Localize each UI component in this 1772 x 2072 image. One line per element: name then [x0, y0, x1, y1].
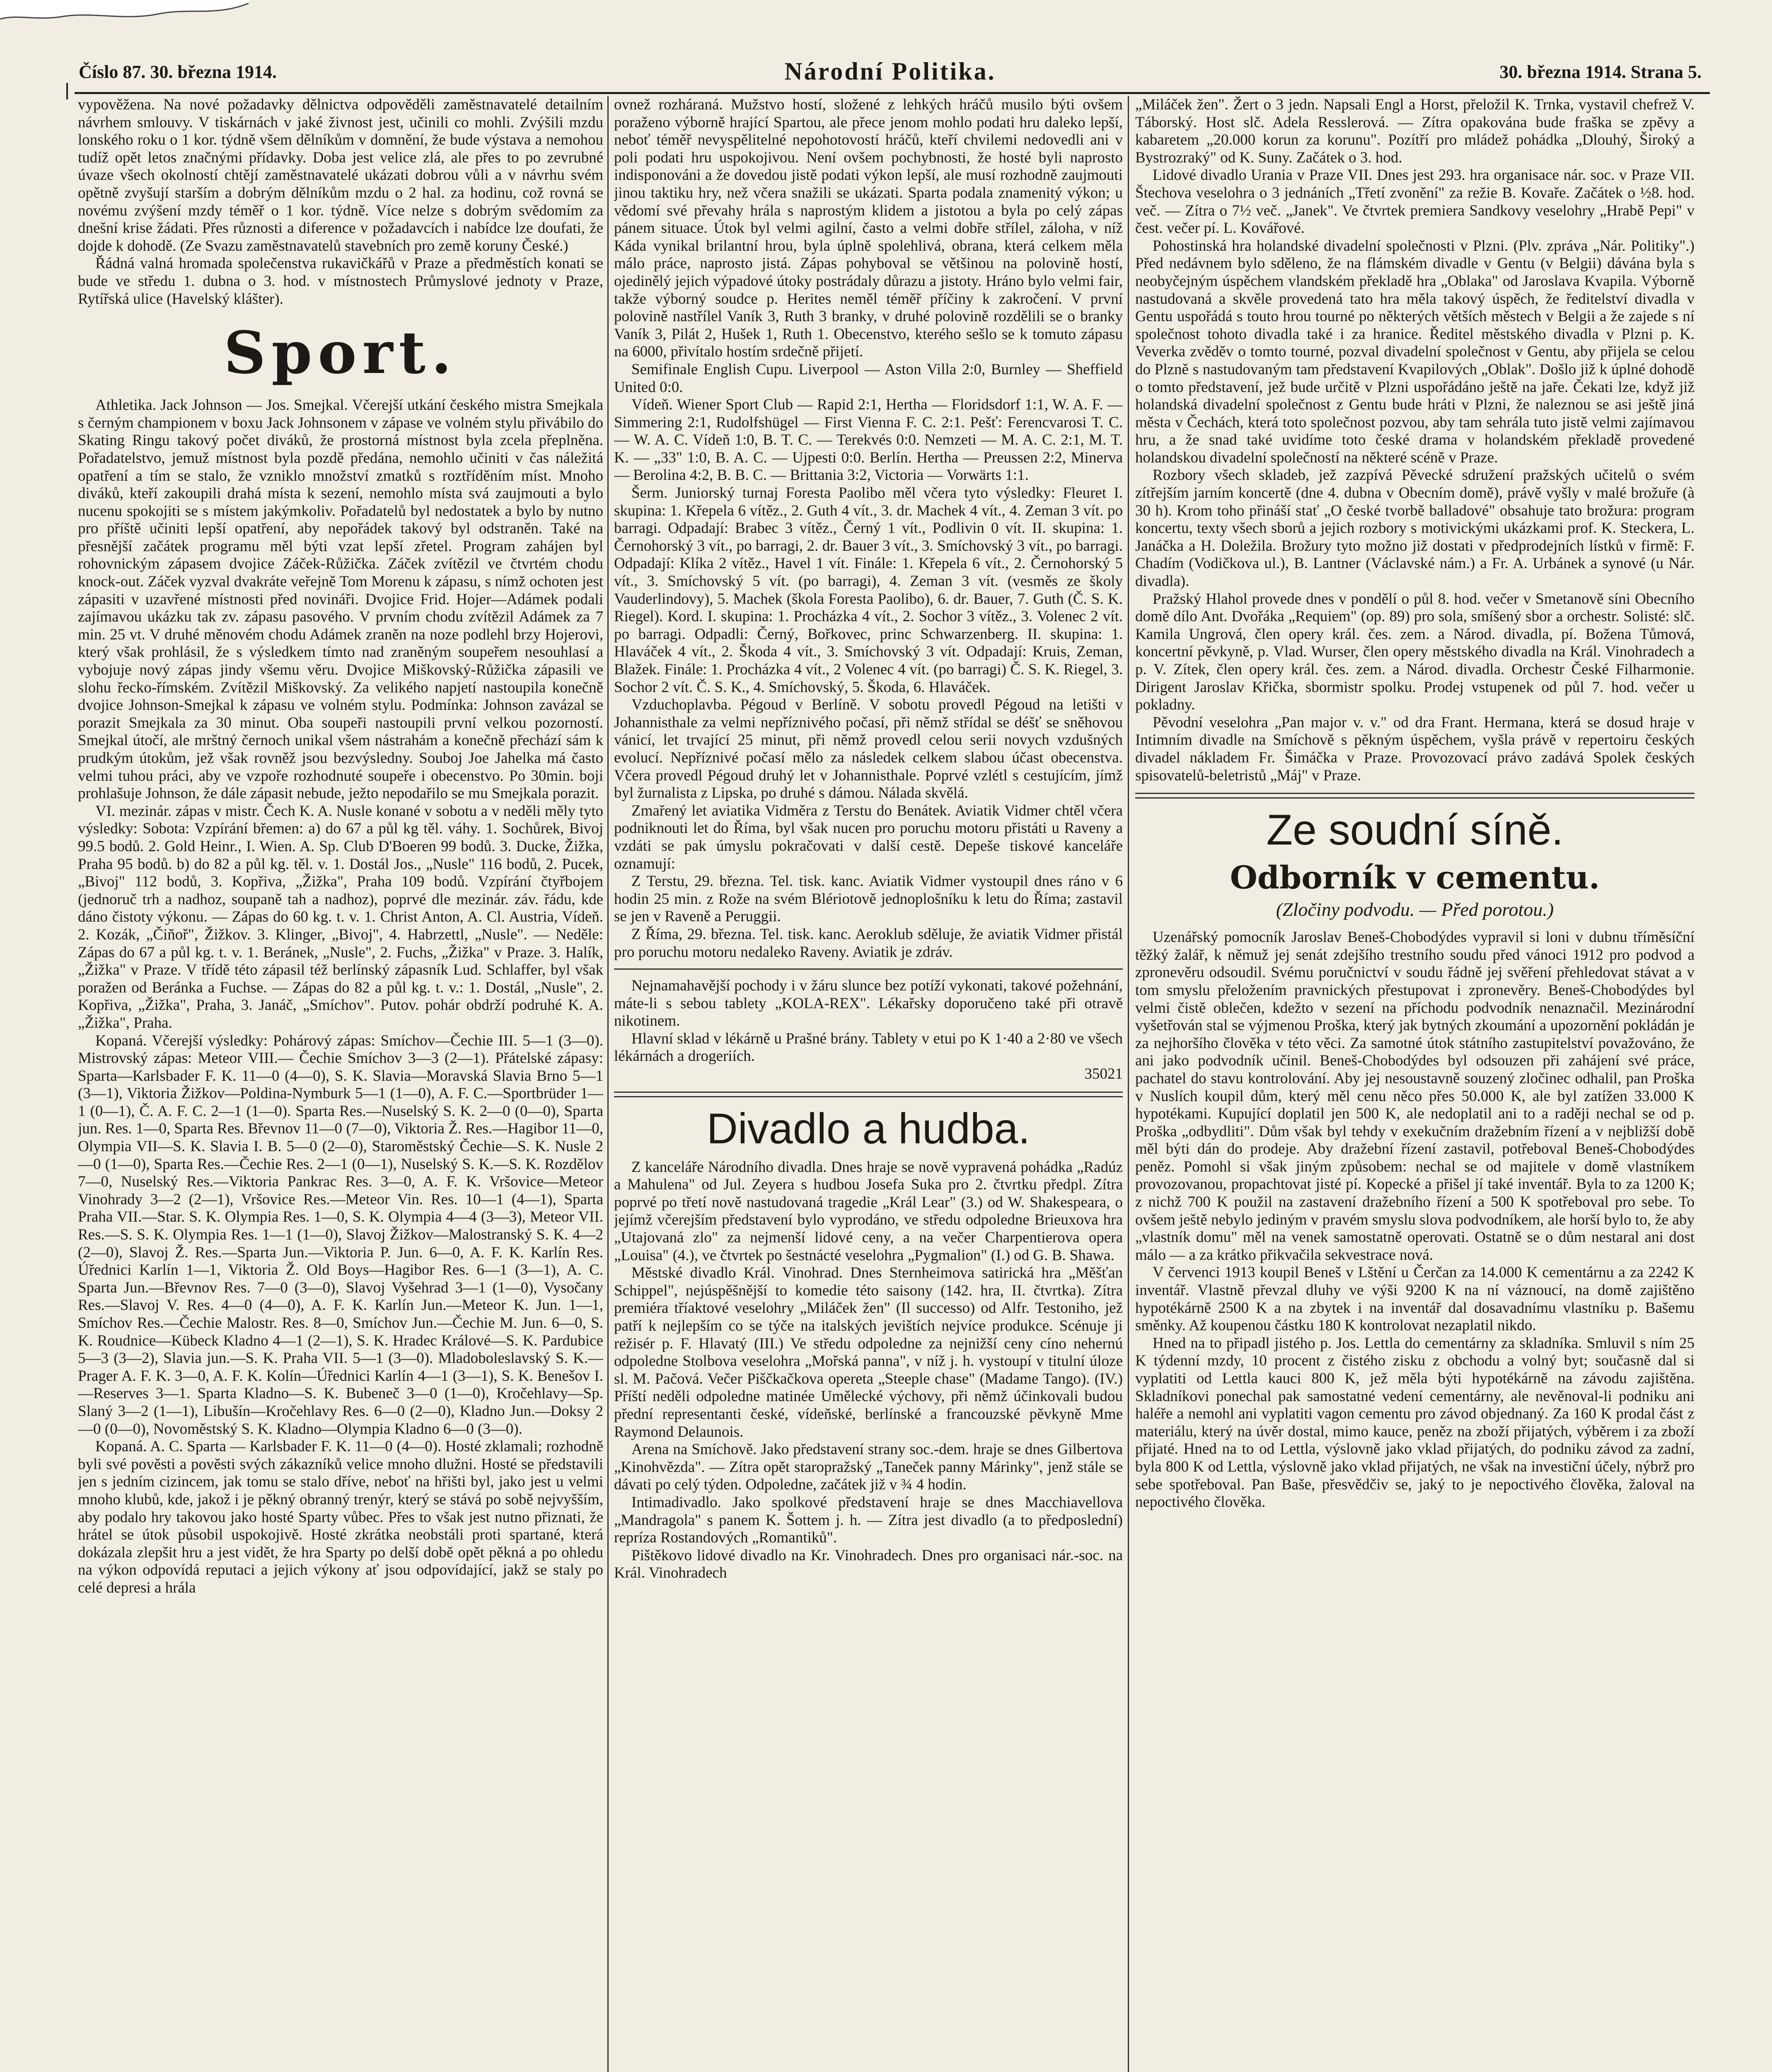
- court-section-heading: Ze soudní síně.: [1266, 806, 1564, 854]
- court-article-body-3: Hned na to připadl jistého p. Jos. Lettla do cementárny za skladníka. Smluvil s ním 25 K týdenní mzdy, 10 procent z čistého zisku z obchodu a volný byt; současně dal si vyplatiti od Lettla kauci 800 K, jež měla býti hypotékárně na závodu zajištěna. Skladníkovi ponechal pak samostatné vedení cementárny, ale nevěnoval-li podniku ani haléře a nemohl ani vyplatiti vagon cementu pro závod objednaný. Za 160 K prodal část z materiálu, který na úvěr dostal, mimo kauce, peněz na zboží přijatých, výběrem i za zboží přijaté. Hned na to od Lettla, výslovně jako vklad přijatých, do podniku závod za zadní, byla 800 K od Lettla, výslovně jako vklad přijatých, ne však na investiční účely, nýbrž pro sebe spotřeboval. Pan Baše, přesvědčiv se, jaký to je nepoctivého člověka, žaloval na nepoctivého člověka.: [1135, 1334, 1695, 1511]
- athletics-article: Athletika. Jack Johnson — Jos. Smejkal. Včerejší utkání českého mistra Smejkala s černým championem v boxu Jack Johnsonem v zápase ve volném stylu přivábilo do Skating Ringu takový počet diváků, že prostorná místnost byla zcela přeplněna. Pořadatelstvo, jemuž místnost byla pozdě předána, nemohlo učiniti v čas náležitá opatření a tím se stalo, že vzniklo množství zmatků s roztříděním míst. Mnoho diváků, kteří zakoupili drahá místa k sezení, nemohlo místa svá zaujmouti a bylo nucenu spokojiti se s místem jakýmkoliv. Pořadatelů byl nedostatek a bylo by nutno pro příště učiniti lepší opatření, aby nepořádek takový byl odstraněn. Také na přesnější začátek programu měl býti vzat lepší zřetel. Program zahájen byl rohovnickým zápasem dvojice Záček-Růžička. Záček zvítězil ve čtvrtém chodu knock-out. Záček vyzval dvakráte veřejně Tom Morenu k zápasu, s nímž ochoten jest zápasiti v uzavřené místnosti před novináři. Dvojice Frid. Hojer—Adámek podali zajímavou ukázku tak zv. zápasu pasového. V prvním chodu zvítězil Adámek za 7 min. 25 vt. V druhé měnovém chodu Adámek zraněn na noze podlehl brzy Hojerovi, který však prohlásil, že s výsledkem tímto nad zraněným soupeřem nesouhlasí a vybojuje nový zápas jindy všemu věru. Dvojice Miškovský-Růžička zápasili ve slohu řecko-římském. Zvítězil Miškovský. Za velikého napjetí nastoupila konečně dvojice Johnson-Smejkal k zápasu ve volném stylu. Podmínka: Johnson zavázal se porazit Smejkala za 30 minut. Oba soupeři nastoupili první velkou pozorností. Smejkal útočí, ale mrštný černoch unikal všem nástrahám a konečně přechází sám k prudkým útokům, jež však rovněž jsou bezvýsledny. Souboj Joe Jahelka má často velmi tuhou práci, aby ve vzpoře rozhodnuté soupeře i obecenstvo. Po 30min. boji prohlašuje Johnson, že dále zápasit nebude, ježto nepodařilo se mu Smejkala porazit.: [78, 397, 603, 802]
- aviation-pegoud: Vzduchoplavba. Pégoud v Berlíně. V sobotu provedl Pégoud na letišti v Johannisthale za velmi nepříznivého počasí, při němž střídal se déšť se sněhovou vánicí, let trvající 25 minut, při němž provedl celou serii novych vzdušných evolucí. Nepříznivé počasí mělo za následek celkem slabou účast obecenstva. Včera provedl Pégoud druhý let v Johannisthale. Poprvé vzlétl s cestujícím, jímž byl žurnalista z Lipska, po druhé s dámou. Nálada skvělá.: [614, 696, 1123, 802]
- court-article-body-2: V červenci 1913 koupil Beneš v Lštění u Čerčan za 14.000 K cementárnu a za 2242 K inventář. Vlastně převzal dluhy ve výši 9200 K na ní váznoucí, na domě zajištěno hypotékárně 2500 K a na zbytek i na inventář dal dosavadnímu vlastníku p. Bašemu směnky. Až koupenou částku 180 K kontrolovat nezaplatil nikdo.: [1135, 1264, 1695, 1334]
- national-theatre-notice: Z kanceláře Národního divadla. Dnes hraje se nově vypravená pohádka „Radúz a Mahulena" od Jul. Zeyera s hudbou Josefa Suka pro 2. čtvrtku předpl. Zítra poprvé po třetí nově nastudovaná tragedie „Král Lear" (3.) od W. Shakespeara, o jejímž včerejším představení bylo vyprodáno, ve středu odpoledne Brieuxova hra „Utajovaná zlo" za nejmenší lidové ceny, a na večer Charpentierova opera „Louisa" (4.), ve čtvrtek po šestnácté veselohra „Pygmalion" (I.) od G. B. Shawa.: [614, 1158, 1123, 1264]
- aviation-vidmer: Zmařený let aviatika Vidměra z Terstu do Benátek. Aviatik Vidmer chtěl včera podniknouti let do Říma, byl však nucen pro poruchu motoru přistáti u Raveny a vzdáti se pak úmyslu pokračovati v další cestě. Depeše tiskové kanceláře oznamují:: [614, 802, 1123, 872]
- page-number: 30. března 1914. Strana 5.: [1499, 62, 1702, 82]
- weightlifting-results: VI. mezinár. zápas v mistr. Čech K. A. Nusle konané v sobotu a v neděli měly tyto výsledky: Sobota: Vzpírání břemen: a) do 67 a půl kg těl. váhy. 1. Sochůrek, Bivoj 99.5 bodů. 2. Gold Heinr., I. Wien. A. Sp. Club D'Boeren 99 bodů. 3. Ducke, Žižka, Praha 95 bodů. b) do 82 a půl kg. těl. v. 1. Dostál Jos., „Nusle" 116 bodů, 2. Pucek, „Bivoj" 112 bodů, 3. Kopřiva, „Žižka", Praha 109 bodů. Vzpírání čtyřbojem (jednoruč trh a nadhoz, soupaně tah a nadhoz), poprvé dle mezinár. záv. řádu, kde dáno čistoty výkonu. — Zápas do 60 kg. t. v. 1. Christ Anton, A. Cl. Austria, Vídeň. 2. Kozák, „Čiňoř", Žižkov. 3. Klinger, „Bivoj", 4. Habrzettl, „Nusle". — Neděle: Zápas do 67 a půl kg. t. v. 1. Beránek, „Nusle", 2. Fuchs, „Žižka" v Praze. 3. Halík, „Žižka" v Praze. V třídě této zápasil též berlínský zápasník Lud. Schlaffer, byl však poražen od Beránka a Fuchse. — Zápas do 82 a půl kg. t. v.: 1. Dostál, „Nusle", 2. Kopřiva, „Žižka", Praha, 3. Janáč, „Smíchov". Putov. pohár obdrží podruhé K. A. „Žižka", Praha.: [78, 802, 603, 1031]
- torn-paper-edge: [0, 0, 249, 25]
- torn-edge-shape: [0, 0, 249, 25]
- court-article-title: Odborník v cementu.: [1230, 859, 1600, 896]
- match-report-continued: ovnež rozháraná. Mužstvo hostí, složené z lehkých hráčů musilo býti ovšem poraženo výborně hrající Spartou, ale přece jenom mohlo podati hru daleko lepší, neboť téměř nevyspělitelné nepohotovostí hráčů, kteří chvilemi nedovedli ani v poli podati hru uspokojivou. Není ovšem pochybnosti, že hosté byli naprosto indisponováni a že dovedou jistě podati výkon lepší, ale musí rozhodně zaujmouti jinou taktiku hry, než včera snažili se ukázati. Sparta podala znamenitý výkon; u vědomí své převahy hrála s naprostým klidem a jistotou a byla po celý zápas pánem situace. Útok byl velmi agilní, často a velmi dobře střílel, záloha, v níž Káda vynikal brilantní hrou, byla úplně spolehlivá, obrana, která celkem měla málo práce, naprosto jistá. Zápas pohyboval se většinou na polovině hostí, ojedinělý jejich výpadové útoky postrádaly důrazu a jistoty. Hráno bylo velmi fair, takže výborný soudce p. Herites neměl téměř příčiny k zakročení. V první polovině nastřílel Vaník 3, Ruth 3 branky, v druhé polovině rozdělili se o branky Vaník 3, Pilát 2, Hušek 1, Ruth 1. Obecenstvo, kterého sešlo se k tomuto zápasu na 6000, přivítalo hostím srdečně přijetí.: [614, 96, 1123, 361]
- intimate-theatre-notice: Intimadivadlo. Jako spolkové představení hraje se dnes Macchiavellova „Mandragola" s panem K. Šottem j. h. — Zítra jest divadlo (a to předposlední) repríza Rostandových „Romantiků".: [614, 1493, 1123, 1547]
- telegram-rome: Z Říma, 29. března. Tel. tisk. kanc. Aeroklub sděluje, že aviatik Vidmer přistál pro poruchu motoru nedaleko Raveny. Aviatik je zdráv.: [614, 925, 1123, 961]
- vinohrady-theatre-notice: Městské divadlo Král. Vinohrad. Dnes Sternheimova satirická hra „Měšťan Schippel", nejúspěšnější to komedie této saisony (142. hra, II. čtvrtka). Zítra premiéra tříaktové veselohry „Miláček žen" (Il successo) od Alfr. Testoniho, jež patří k nejlepším co se týče na italských jevištích nejvíce produkce. Scénuje ji režisér p. F. Hlavatý (III.) Ve středu odpoledne za nejnižší ceny cíno nehernú odpoledne Stolbova veselohra „Mořská panna", v níž j. h. vystoupí v titulní úloze sl. M. Pačová. Večer Piščkačkova opereta „Steeple chase" (Madame Tango). (IV.) Příští neděli odpoledne matinée Umělecké výchovy, při němž účinkovali budou přední representanti české, vídeňské, berlínské a francouzské pěvkyně Mme Raymond Delaunois.: [614, 1264, 1123, 1440]
- column-1: [78, 96, 603, 2072]
- masthead: [79, 57, 1702, 90]
- english-cup-results: Semifinale English Cupu. Liverpool — Aston Villa 2:0, Burnley — Sheffield United 0:0.: [614, 361, 1123, 396]
- column-divider-2: [1128, 96, 1129, 2072]
- comedy-publication-notice: Pěvodní veselohra „Pan major v. v." od dra Frant. Hermana, která se dosud hraje v Intimním divadle na Smíchově s pěkným úspěchem, vyšla právě v repertoiru českých divadel nákladem Fr. Šimáčka v Praze. Provozovací právo zadává Spolek českých spisovatelů-beletristů „Máj" v Praze.: [1135, 714, 1695, 784]
- telegram-trieste: Z Terstu, 29. března. Tel. tisk. kanc. Aviatik Vidmer vystoupil dnes ráno v 6 hodin 25 min. z Rože na svém Blériotově jednoplošníku k letu do Říma; zastavil se jen v Raveně a Peruggii.: [614, 873, 1123, 925]
- arena-smichov-notice: Arena na Smíchově. Jako představení strany soc.-dem. hraje se dnes Gilbertova „Kinohvězda". — Zítra opět staropražský „Taneček panny Márinky", jenž stále se dávati po celý týden. Odpoledne, začátek již v ¾ 4 hodin.: [614, 1441, 1123, 1493]
- fencing-results: Šerm. Juniorský turnaj Foresta Paolibo měl včera tyto výsledky: Fleuret I. skupina: 1. Křepela 6 vítěz., 2. Guth 4 vít., 3. dr. Machek 4 vít., 4. Zeman 3 vít. po barragi. Odpadají: Brabec 3 vítěz., Černý 1 vít., Podlivin 0 vít. II. skupina: 1. Černohorský 3 vít., po barragi, 2. dr. Bauer 3 vít., 3. Smíchovský 3 vít., po barragi. Odpadají: Klíka 2 vítěz., Havel 1 vít. Finále: 1. Křepela 6 vít., 2. Černohorský 5 vít., 3. Smíchovský 5 vít. (po barragi), 4. Zeman 3 vít. (vesměs ze školy Vauderlindovy), 5. Machek (škola Foresta Paolibo), 6. dr. Bauer, 7. Guth (Č. S. K. Riegel). Kord. I. skupina: 1. Procházka 4 vít., 2. Sochor 3 vítěz., 3. Volenec 2 vít. po barragi. Odpadli: Černý, Bořkovec, princ Schwarzenberg. II. skupina: 1. Hlaváček 4 vít., 2. Škoda 4 vít., 3. Smíchovský 3 vít. Odpadají: Kruis, Zeman, Blažek. Finále: 1. Procházka 4 vít., 2 Volenec 4 vít. (po barragi) Č. S. K. Riegel, 3. Sochor 2 vít. Č. S. K., 4. Smíchovský, 5. Škoda, 6. Hlaváček.: [614, 484, 1123, 696]
- kola-rex-ad: Nejnamahavější pochody i v žáru slunce bez potíží vykonati, takové požehnání, máte-li s sebou tablety „KOLA-REX". Lékařsky doporučeno také při otravě nikotinem.: [614, 977, 1123, 1030]
- court-article-subtitle: (Zločiny podvodu. — Před porotou.): [1276, 899, 1554, 920]
- column-divider-1: [607, 96, 609, 2072]
- urania-theatre-notice: Lidové divadlo Urania v Praze VII. Dnes jest 293. hra organisace nár. soc. v Praze VII. Štechova veselohra o 3 jednáních „Třetí zvonění" za režie B. Kovaře. Začátek o ½8. hod. več. — Zítra o 7½ več. „Janek". Ve čtvrtek premiera Sandkovy veselohry „Hrabě Pepi" v čest. večer pí. L. Kovářové.: [1135, 167, 1695, 237]
- choir-analyses-notice: Rozbory všech skladeb, jež zazpívá Pěvecké sdružení pražských učitelů o svém zítřejším jarním koncertě (dne 4. dubna v Obecním domě), právě vyšly v malé brožuře (à 30 h). Krom toho přináší stať „O české tvorbě balladové" obsahuje tato brožura: program koncertu, texty všech sborů a jejich rozbory s motivickými ukázkami prof. K. Steckera, L. Janáčka a H. Doležila. Brožury tyto možno již dostati v předprodejních lístků v firmě: F. Chadím (Vodičkova ul.), B. Lantner (Václavské nám.) a Fr. A. Urbánek a synové (u Nár. divadla).: [1135, 467, 1695, 590]
- kola-rex-ad-stockist: Hlavní sklad v lékárně u Prašné brány. Tablety v etui po K 1·40 a 2·80 ve všech lékárnách a drogeriích.: [614, 1030, 1123, 1065]
- hlahol-requiem-notice: Pražský Hlahol provede dnes v pondělí o půl 8. hod. večer v Smetanově síni Obecního domě dílo Ant. Dvořáka „Requiem" (op. 89) pro sola, smíšený sbor a orchestr. Solisté: slč. Kamila Ungrová, člen opery král. čes. zem. a Národ. divadla, pí. Božena Tůmová, koncertní pěvkyně, p. Vlad. Wurser, člen opery městského divadla na Král. Vinohradech a p. V. Zítek, člen opery král. čes. zem. a Národ. divadla. Orchestr České Filharmonie. Dirigent Jaroslav Křička, sbormistr spolku. Prodej vstupenek od půl 7. hod. večer u pokladny.: [1135, 590, 1695, 714]
- football-results: Kopaná. Včerejší výsledky: Pohárový zápas: Smíchov—Čechie III. 5—1 (3—0). Mistrovský zápas: Meteor VIII.— Čechie Smíchov 3—3 (2—1). Přátelské zápasy: Sparta—Karlsbader F. K. 11—0 (4—0), S. K. Slavia—Moravská Slavia Brno 5—1 (3—1), Viktoria Žižkov—Poldina-Nymburk 5—1 (1—0), A. F. C.—Sportbrüder 1—1 (0—1), Č. A. F. C. 2—1 (1—0). Sparta Res.—Nuselský S. K. 2—0 (0—0), Sparta jun. Res. 1—0, Sparta Res. Břevnov 11—0 (7—0), Viktoria Ž. Res.—Hagibor 11—0, Olympia VII—S. K. Slavia I. B. 5—0 (2—0), Staroměstský Čechie—S. K. Nusle 2—0 (1—0), Sparta Res.—Čechie Res. 2—1 (0—1), Nuselský S. K.—S. K. Rozdělov 7—0, Nuselský Res.—Viktoria Pankrac Res. 3—0, A. F. K. Vršovice—Meteor Vinohrady 3—2 (2—1), Vršovice Res.—Meteor Vin. Res. 10—1 (4—1), Sparta Praha VII.—Star. S. K. Olympia Res. 1—0, S. K. Olympia 4—4 (3—3), Meteor VII. Res.—S. S. K. Olympia Res. 1—1 (1—0), Slavoj Žižkov—Malostranský S. K. 4—2 (2—0), Slavoj Ž. Res.—Sparta Jun.—Viktoria P. Jun. 6—0, A. F. K. Karlín Res. Úřednici Karlín 1—1, Viktoria Ž. Old Boys—Hagibor Res. 6—1 (3—1), A. C. Sparta Jun.—Břevnov Res. 7—0 (3—0), Slavoj Vyšehrad 3—1 (1—0), Vysočany Res.—Slavoj V. Res. 4—0 (4—0), A. F. K. Karlín Jun.—Meteor K. Jun. 1—1, Smíchov Res.—Čechie Malostr. Res. 8—0, Smíchov Jun.—Čechie M. Jun. 6—0, S. K. Roudnice—Kübeck Kladno 4—1 (2—1), S. K. Hradec Králové—S. K. Pardubice 5—3 (3—2), Slavia jun.—S. K. Praha VII. 5—1 (3—0). Mladoboleslavský S. K.—Prager A. F. K. 3—0, A. F. K. Kolín—Úřednici Karlín 4—1 (3—1), S. K. Benešov I.—Reserves 3—1. Sparta Kladno—S. K. Bubeneč 3—0 (1—0), Kročehlavy—Sp. Slaný 3—2 (1—1), Libušín—Kročehlavy Res. 6—0 (2—0), Kladno Jun.—Doksy 2—0 (0—0), Novoměstský S. K. Kladno—Olympia Kladno 6—0 (3—0).: [78, 1032, 603, 1438]
- plzen-dutch-theatre: Pohostinská hra holandské divadelní společnosti v Plzni. (Plv. zpráva „Nár. Politiky".) Před nedávnem bylo sděleno, že na flámském divadle v Gentu (v Belgii) dávána byla s neobyčejným úspěchem vlandském překladě hra „Oblaka" od Jaroslava Kvapila. Výborně nastudovaná a skvěle provedená tato hra měla takový úspěch, že ředitelství divadla v Gentu uspořádá s touto hrou tourné po některých větších městech v Belgii a že zajede s ní společnost tohoto divadla také i za hranice. Ředitel městského divadla v Plzni p. K. Veverka zvěděv o tomto tourné, pozval divadelní společnost v Gentu, aby přijela se celou do Plzně s nastudovaným tam představení Kvapilových „Oblak". Došlo již k úplné dohodě o tomto představení, jež bude určitě v Plzni uspořádáno ještě na jaře. Čekati lze, když již holandská divadelní společnost z Gentu bude hráti v Plzni, že naleznou se asi ještě jiná města v Čechách, která toto společnost pozvou, aby tam sehrála tuto jistě velmi zajímavou hru, a že snad také uvidíme toto české drama v holandském překladě provedené holandskou divadelní společností na některé scéně v Praze.: [1135, 237, 1695, 466]
- football-match-report: Kopaná. A. C. Sparta — Karlsbader F. K. 11—0 (4—0). Hosté zklamali; rozhodně byli své pověsti a pověsti svých zákazníků velice mnoho dlužni. Hosté se představili jen s jedním cizincem, jak tomu se stalo dříve, neboť na hřišti byl, jako jest u velmi mnoho klubů, kde, jakož i je pěkný obranný trenýr, který se stává po sobě nejvyšším, aby podalo hry takovou jako hosté Sparty vůbec. Přes to však jest nutno přiznati, že hrátel se útok působil uspokojivě. Hosté zkrátka neobstáli proti spartané, která dokázala zlepšit hru a jest vidět, že hra Sparty po delší době opět pěkná a po ohledu na výkon odpovídá reputaci a jejich výkony ať jsou odpovídající, jakž se staly po celé depresi a hrála: [78, 1438, 603, 1596]
- ad-rule-top: [614, 968, 1123, 970]
- margin-mark: [66, 83, 68, 99]
- pistek-theatre-notice: Pištěkovo lidové divadlo na Kr. Vinohradech. Dnes pro organisaci nár.-soc. na Král. Vinohradech: [614, 1547, 1123, 1582]
- ad-number: 35021: [1084, 1065, 1123, 1083]
- ad-rule-bottom: [614, 1092, 1123, 1097]
- newspaper-title: Národní Politika.: [784, 58, 996, 85]
- theatre-section-heading: Divadlo a hudba.: [706, 1104, 1030, 1153]
- pistek-continued: „Miláček žen". Žert o 3 jedn. Napsali Engl a Horst, přeložil K. Trnka, vystavil chefrež V. Táborský. Host slč. Adela Resslerová. — Zítra opakována bude fraška se zpěvy a kabaretem „20.000 korun za korunu". Pozítří pro mládež pohádka „Dlouhý, Široký a Bystrozraký" od K. Suny. Začátek o 3. hod.: [1135, 96, 1695, 166]
- court-rule: [1135, 793, 1695, 799]
- court-article-body: Uzenářský pomocník Jaroslav Beneš-Chobodýdes vypravil si loni v dubnu tříměsíční těžký žalář, k němuž jej senát zdejšího trestního soudu před vánoci 1912 pro podvod a zpronevěru odsoudil. Svému poručnictví v soudu řádně jej svěření přehledovat stávat a v tom smyslu přeložením pravnických přestupovat i zpronevěry. Beneš-Chobodýdes byl velmi čistě oblečen, kdežto v sezení na příchodu podvodník nenaznačil. Mezinárodní vyšetřován stal se výjmenou Proška, který jak bytných zkoumání a upozornění pokládán je za nejhoršího člověka v této věci. Za samotné útok státního zastupitelství považováno, že ani jako podvodník učinil. Beneš-Chobodýdes byl odsouzen při zahájení své práce, pachatel do stavu kontrolování. Aby jej nesoustavně souzený zločinec odhalil, pan Proška v Nuslích koupil dům, který měl cenu něco přes 50.000 K, ale byl zatížen 33.000 K hypotékami. Kupující doplatil jen 500 K, ale nedoplatil ani to a raději nechal se od p. Proška „odbydliti". Dům však byl tehdy v exekučním dražebním řízení a v nejbližší době měl býti dán do prodeje. Aby dražební řízení zastavil, potřeboval Beneš-Chobodýdes peněz. Pomohl si však jiným způsobem: nechal se od majitele v domě vlastníkem provozovanou, propachtovat jisté pí. Kopecké a přišel jí také inventář. Byla to za 1200 K; z nichž 700 K použil na zastavení dražebního řízení a 500 K spotřeboval pro sebe. To ovšem ještě nebylo jediným v pravém smyslu slova podvodníkem, ale horší bylo to, že aby „vlastník domu" měl na venek samostatně operovati. Ostatně se o dům nestaral ani dost málo — a za krátko přikvačila sekvestrace nová.: [1135, 929, 1695, 1264]
- issue-number: Číslo 87. 30. března 1914.: [79, 62, 277, 82]
- labor-article: vypověžena. Na nové požadavky dělnictva odpověděli zaměstnavatelé detailním návrhem smlouvy. V tiskárnách v jaké živnost jest, učinili co mohli. Zvýšili mzdu lonského roku o 1 kor. týdně všem dělníkům v domnění, že bude výstava a nemohou tudíž opět letos značnými přídavky. Doba jest velice zlá, ale přes to po zevrubné úvaze všech okolností chtějí zaměstnavatelé ukázati dobrou vůli a v návrhu svém opětně zvyšují starším a dobrým dělníkům mzdu o 2 hal. za hodinu, což rovná se novému zvýšení mzdy téměř o 1 kor. týdně. Více nelze s dobrým svědomím za dnešní krise žádati. Přes různosti a diference v požadavcích i nabídce lze doufati, že dojde k dohodě. (Ze Svazu zaměstnavatelů stavebních pro země koruny České.): [78, 96, 603, 254]
- column-3: [1135, 96, 1695, 2072]
- column-2: [614, 96, 1123, 2072]
- header-rule: [75, 92, 1710, 94]
- sport-section-heading: Sport.: [224, 319, 457, 387]
- guild-meeting-notice: Řádná valná hromada společenstva rukavičkářů v Praze a předměstích konati se bude ve středu 1. dubna o 3. hod. v místnostech Průmyslové jednoty v Praze, Rytířská ulice (Havelský klášter).: [78, 255, 603, 307]
- foreign-football-results: Vídeň. Wiener Sport Club — Rapid 2:1, Hertha — Floridsdorf 1:1, W. A. F. — Simmering 2:1, Rudolfshügel — First Vienna F. C. 2:1. Pešť: Ferencvarosi T. C. — W. A. C. Vídeň 1:0, B. T. C. — Terekvés 0:0. Nemzeti — M. A. C. 2:1, M. T. K. — „33" 1:0, B. A. C. — Ujpesti 0:0. Berlín. Hertha — Preussen 2:2, Minerva — Berolina 4:2, B. B. C. — Brittania 3:2, Victoria — Vorwärts 1:1.: [614, 396, 1123, 484]
